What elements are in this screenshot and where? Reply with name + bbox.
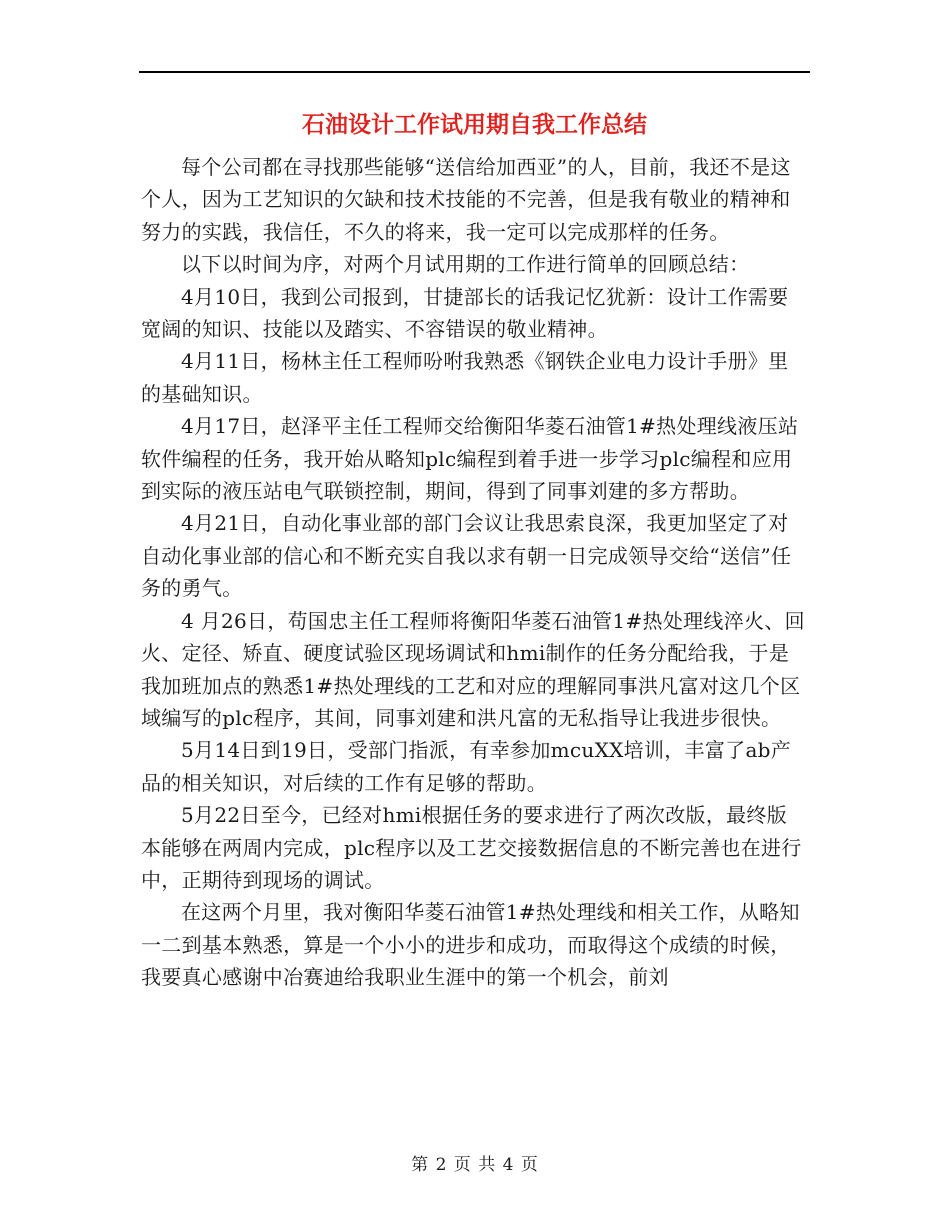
paragraph: 4月11日，杨林主任工程师吩咐我熟悉《钢铁企业电力设计手册》里的基础知识。 [141,349,789,406]
header-rule [139,71,810,73]
paragraph: 5月22日至今，已经对hmi根据任务的要求进行了两次改版，最终版本能够在两周内完成，plc程序以及工艺交接数据信息的不断完善也在进行中，正期待到现场的调试。 [141,803,802,892]
paragraph: 以下以时间为序，对两个月试用期的工作进行简单的回顾总结： [181,252,750,277]
document-body [141,151,806,994]
paragraph: 每个公司都在寻找那些能够“送信给加西亚”的人，目前，我还不是这个人，因为工艺知识的欠缺和技术技能的不完善，但是我有敬业的精神和努力的实践，我信任，不久的将来，我一定可以完成那样的任务。 [141,155,791,244]
page-number-footer: 第 2 页 共 4 页 [411,1155,539,1175]
paragraph: 5月14日到19日，受部门指派，有幸参加mcuXX培训，丰富了ab产品的相关知识，对后续的工作有足够的帮助。 [141,738,792,795]
paragraph: 4月21日，自动化事业部的部门会议让我思索良深，我更加坚定了对自动化事业部的信心和不断充实自我以求有朝一日完成领导交给“送信”任务的勇气。 [141,511,792,601]
paragraph: 4月10日，我到公司报到，甘捷部长的话我记忆犹新：设计工作需要宽阔的知识、技能以及踏实、不容错误的敬业精神。 [141,284,789,342]
paragraph: 在这两个月里，我对衡阳华菱石油管1#热处理线和相关工作，从略知一二到基本熟悉，算是一个小小的进步和成功，而取得这个成绩的时候，我要真心感谢中冶赛迪给我职业生涯中的第一个机会，前刘 [141,900,800,990]
document-title: 石油设计工作试用期自我工作总结 [302,112,647,138]
paragraph: 4月17日，赵泽平主任工程师交给衡阳华菱石油管1#热处理线液压站软件编程的任务，我开始从略知plc编程到着手进一步学习plc编程和应用到实际的液压站电气联锁控制，期间，得到了同事刘建的多方帮助。 [141,414,799,504]
paragraph: 4 月26日，苟国忠主任工程师将衡阳华菱石油管1#热处理线淬火、回火、定径、矫直、硬度试验区现场调试和hmi制作的任务分配给我，于是我加班加点的熟悉1#热处理线的工艺和对应的理解同事洪凡富对这几个区域编写的plc程序，其间，同事刘建和洪凡富的无私指导让我进步很快。 [141,608,805,730]
